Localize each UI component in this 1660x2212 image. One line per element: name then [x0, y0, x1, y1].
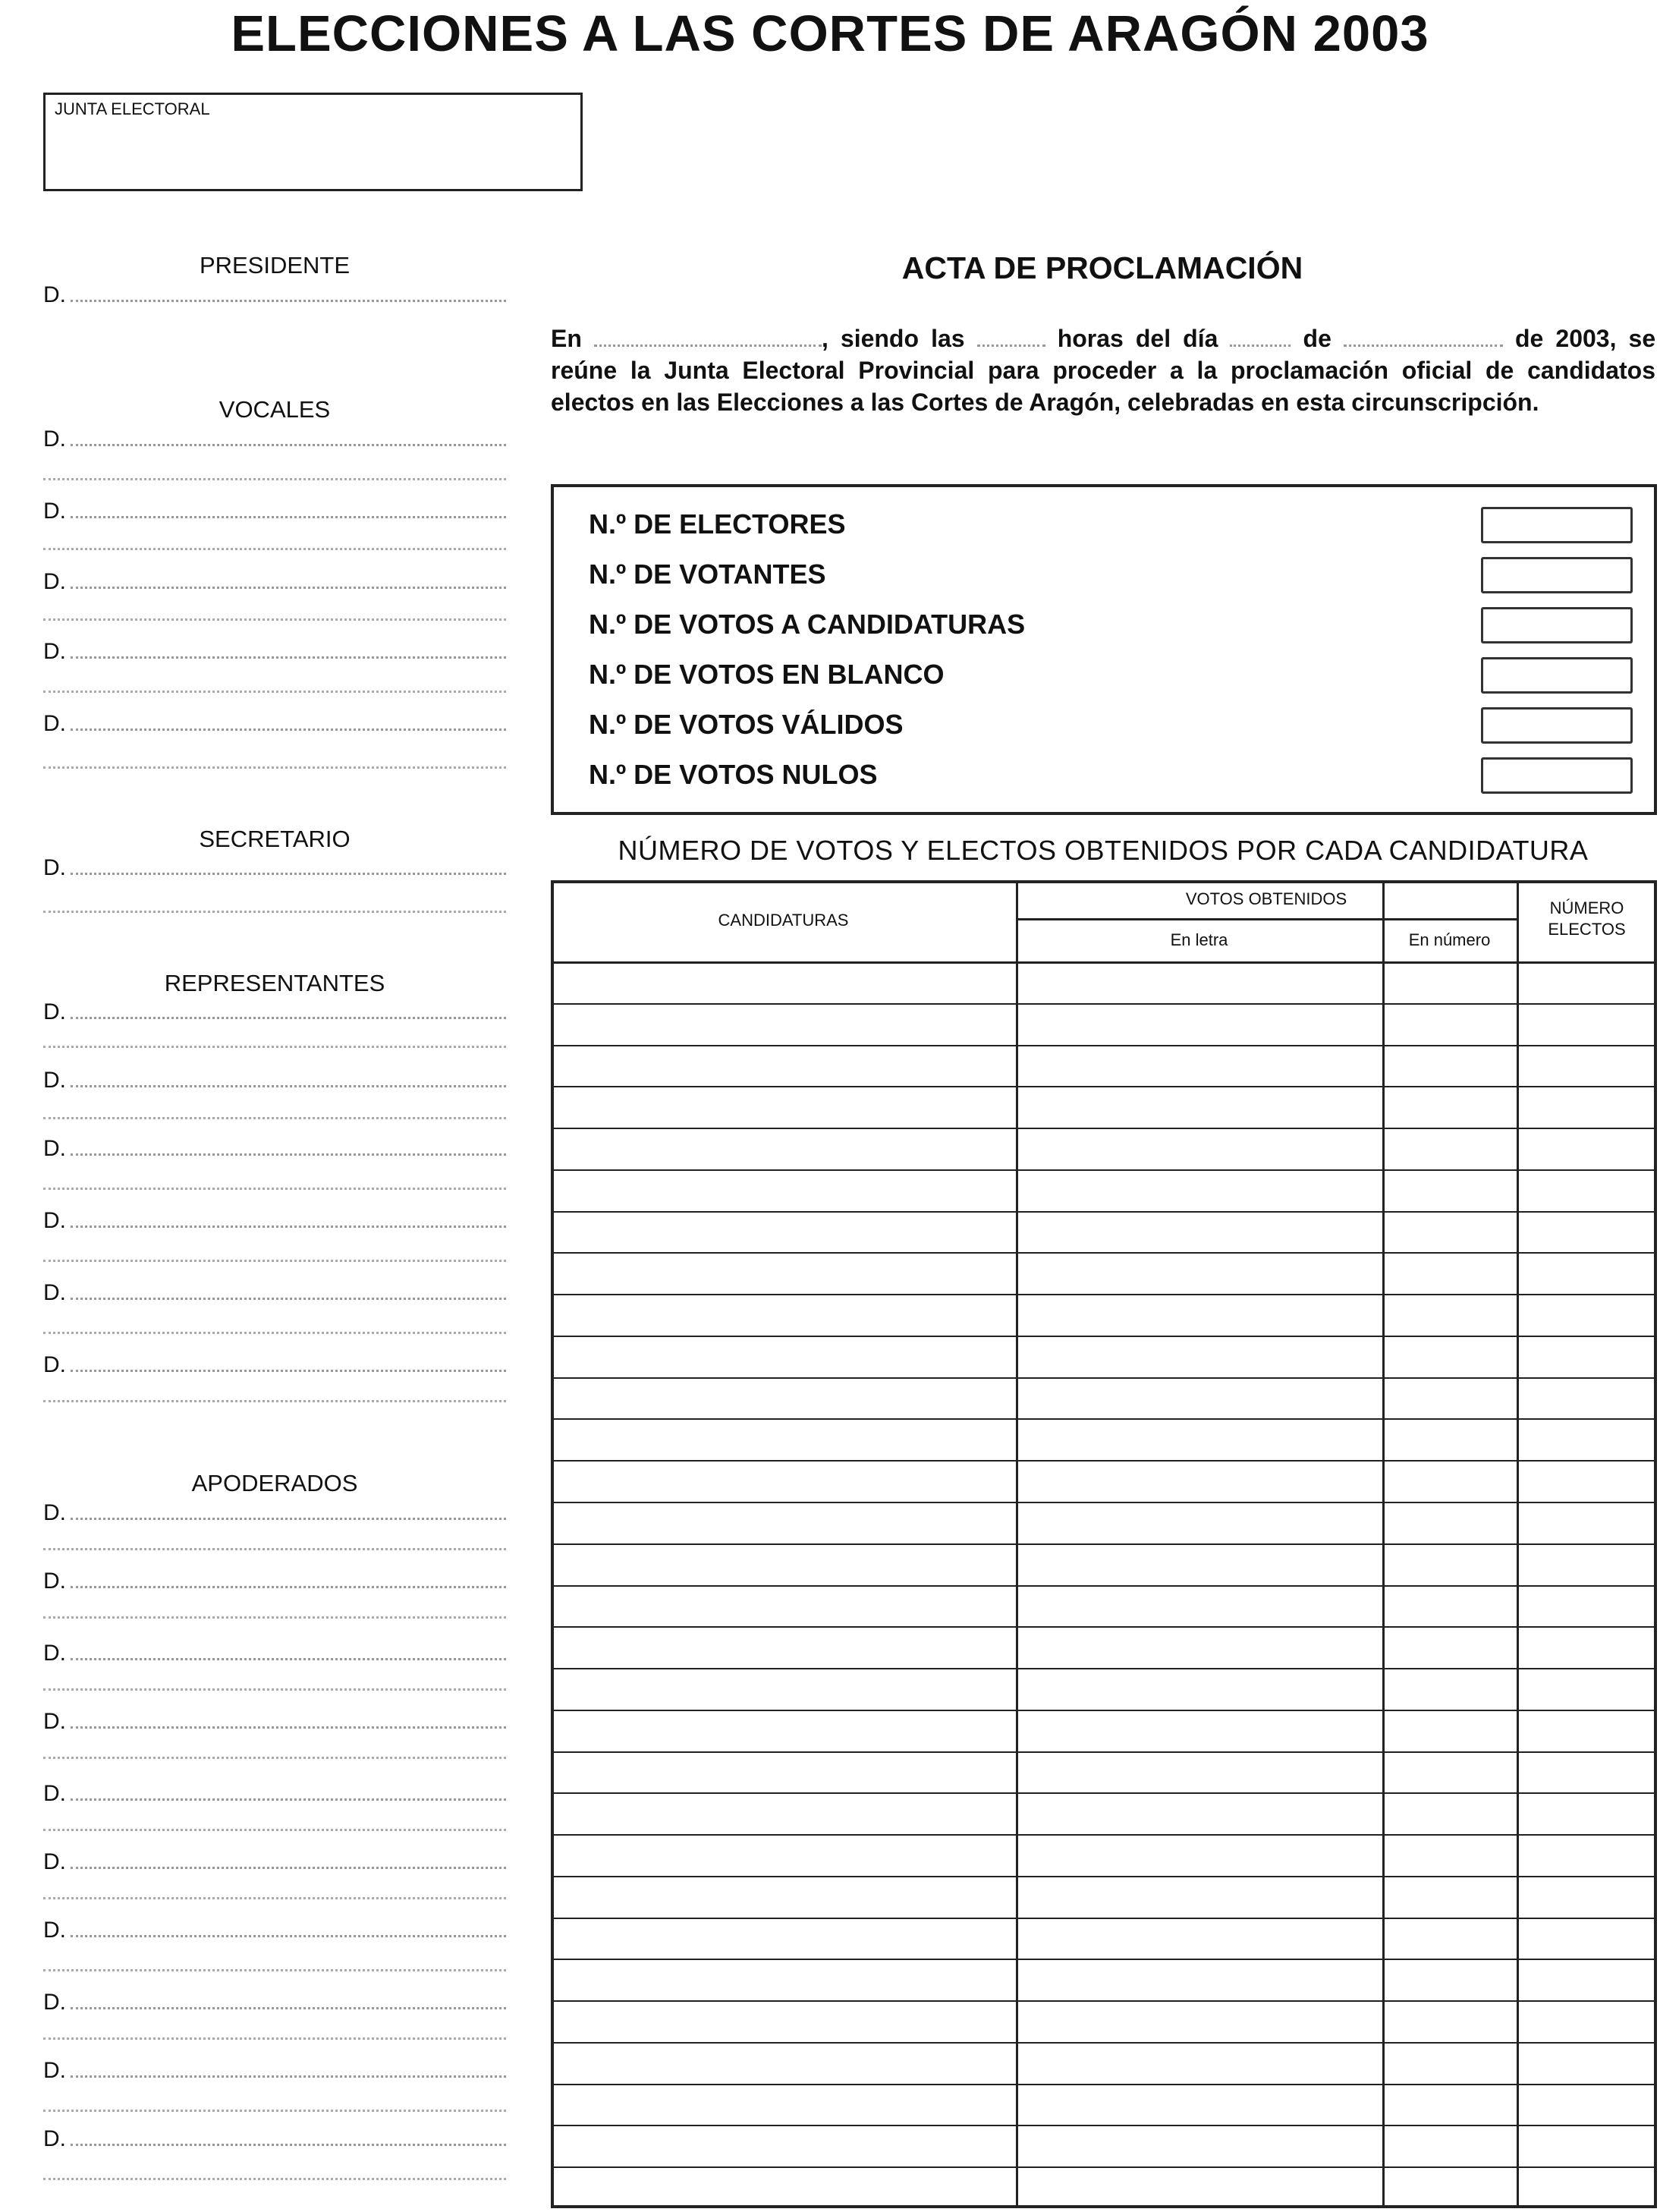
- votos-letra-cell[interactable]: [1016, 1377, 1382, 1419]
- dotted-line: [71, 1370, 506, 1372]
- apoderados-name-field[interactable]: [43, 1848, 506, 1874]
- representantes-name-field[interactable]: [43, 1351, 506, 1377]
- electos-cell[interactable]: [1517, 2166, 1657, 2208]
- votos-letra-cell[interactable]: [1016, 1792, 1382, 1834]
- electos-cell[interactable]: [1517, 1169, 1657, 1211]
- d-prefix: D.: [43, 1990, 66, 2015]
- presidente-name-field[interactable]: [43, 281, 506, 307]
- electos-cell[interactable]: [1517, 1834, 1657, 1876]
- month-field[interactable]: [1344, 329, 1503, 347]
- candidatura-cell[interactable]: [551, 1211, 1016, 1253]
- votos-numero-cell[interactable]: [1382, 1751, 1517, 1793]
- apoderados-continuation-line[interactable]: [43, 2037, 506, 2040]
- d-prefix: D.: [43, 1918, 66, 1943]
- d-prefix: D.: [43, 1068, 66, 1093]
- votos-numero-cell[interactable]: [1382, 1294, 1517, 1336]
- representantes-continuation-line[interactable]: [43, 1400, 506, 1402]
- apoderados-continuation-line[interactable]: [43, 2110, 506, 2112]
- electos-cell[interactable]: [1517, 1460, 1657, 1502]
- votos-letra-cell[interactable]: [1016, 1543, 1382, 1585]
- votos-letra-cell[interactable]: [1016, 1959, 1382, 2000]
- representantes-continuation-line[interactable]: [43, 1046, 506, 1048]
- electos-cell[interactable]: [1517, 1128, 1657, 1169]
- d-prefix: D.: [43, 999, 66, 1024]
- votos-letra-cell[interactable]: [1016, 1502, 1382, 1543]
- dotted-line: [71, 444, 506, 446]
- d-prefix: D.: [43, 1208, 66, 1233]
- candidatura-cell[interactable]: [551, 1668, 1016, 1710]
- candidatura-cell[interactable]: [551, 1128, 1016, 1169]
- col-electos: ELECTOS: [1548, 920, 1626, 939]
- vocales-continuation-line[interactable]: [43, 691, 506, 693]
- candidatura-cell[interactable]: [551, 1377, 1016, 1419]
- apoderados-continuation-line[interactable]: [43, 1548, 506, 1550]
- votos-letra-cell[interactable]: [1016, 1128, 1382, 1169]
- electos-cell[interactable]: [1517, 2000, 1657, 2042]
- apoderados-continuation-line[interactable]: [43, 1969, 506, 1971]
- electos-cell[interactable]: [1517, 1626, 1657, 1668]
- electos-cell[interactable]: [1517, 1294, 1657, 1336]
- votos-letra-cell[interactable]: [1016, 1918, 1382, 1959]
- votos-letra-cell[interactable]: [1016, 2166, 1382, 2208]
- candidatura-cell[interactable]: [551, 1003, 1016, 1045]
- representantes-name-field[interactable]: [43, 998, 506, 1024]
- apoderados-continuation-line[interactable]: [43, 1688, 506, 1691]
- vocales-heading: VOCALES: [219, 396, 331, 423]
- votos-numero-cell[interactable]: [1382, 2166, 1517, 2208]
- votos-letra-cell[interactable]: [1016, 2042, 1382, 2084]
- votos-numero-cell[interactable]: [1382, 1959, 1517, 2000]
- stat-value-field[interactable]: [1481, 557, 1633, 593]
- dotted-line: [71, 1017, 506, 1019]
- dotted-line: [71, 1153, 506, 1156]
- votos-letra-cell[interactable]: [1016, 1585, 1382, 1627]
- d-prefix: D.: [43, 1569, 66, 1594]
- votos-numero-cell[interactable]: [1382, 1502, 1517, 1543]
- candidatura-cell[interactable]: [551, 1876, 1016, 1918]
- representantes-continuation-line[interactable]: [43, 1332, 506, 1334]
- apoderados-name-field[interactable]: [43, 1779, 506, 1805]
- votos-numero-cell[interactable]: [1382, 961, 1517, 1003]
- votos-letra-cell[interactable]: [1016, 1626, 1382, 1668]
- dotted-line: [71, 2075, 506, 2078]
- electos-cell[interactable]: [1517, 961, 1657, 1003]
- presidente-heading: PRESIDENTE: [199, 252, 351, 278]
- d-prefix: D.: [43, 1781, 66, 1806]
- votos-numero-cell[interactable]: [1382, 1377, 1517, 1419]
- results-title: NÚMERO DE VOTOS Y ELECTOS OBTENIDOS POR CADA CANDIDATURA: [618, 835, 1589, 866]
- candidatura-cell[interactable]: [551, 2125, 1016, 2166]
- votos-numero-cell[interactable]: [1382, 1418, 1517, 1460]
- candidatura-cell[interactable]: [551, 1792, 1016, 1834]
- secretario-name-field[interactable]: [43, 854, 506, 879]
- candidatura-cell[interactable]: [551, 1502, 1016, 1543]
- votos-letra-cell[interactable]: [1016, 1834, 1382, 1876]
- electos-cell[interactable]: [1517, 1585, 1657, 1627]
- hour-field[interactable]: [977, 329, 1045, 347]
- candidatura-cell[interactable]: [551, 1585, 1016, 1627]
- dotted-line: [71, 1935, 506, 1937]
- acta-text-rest: se reúne la Junta Electoral Provincial para proceder a la proclamación oficial de candidatos electos en las Elecciones a las Cortes de Aragón, celebradas en esta circunscripción.: [551, 325, 1656, 416]
- d-prefix: D.: [43, 639, 66, 664]
- candidatura-cell[interactable]: [551, 1045, 1016, 1087]
- junta-electoral-box[interactable]: [43, 93, 583, 191]
- stat-value-field[interactable]: [1481, 707, 1633, 744]
- votos-letra-cell[interactable]: [1016, 961, 1382, 1003]
- dotted-line: [71, 587, 506, 589]
- votos-numero-cell[interactable]: [1382, 2125, 1517, 2166]
- votos-letra-cell[interactable]: [1016, 2084, 1382, 2125]
- vocales-name-field[interactable]: [43, 637, 506, 663]
- representantes-name-field[interactable]: [43, 1134, 506, 1160]
- votos-numero-cell[interactable]: [1382, 1834, 1517, 1876]
- d-prefix: D.: [43, 1352, 66, 1377]
- electos-cell[interactable]: [1517, 1668, 1657, 1710]
- header-subdivider: [1016, 918, 1517, 920]
- votos-letra-cell[interactable]: [1016, 1169, 1382, 1211]
- dotted-line: [71, 1586, 506, 1588]
- electos-cell[interactable]: [1517, 1710, 1657, 1751]
- junta-electoral-label: JUNTA ELECTORAL: [55, 99, 210, 118]
- acta-title: ACTA DE PROCLAMACIÓN: [901, 250, 1303, 285]
- secretario-continuation-line[interactable]: [43, 911, 506, 913]
- votos-letra-cell[interactable]: [1016, 1252, 1382, 1294]
- vocales-continuation-line[interactable]: [43, 548, 506, 550]
- candidatura-cell[interactable]: [551, 1710, 1016, 1751]
- votos-numero-cell[interactable]: [1382, 1876, 1517, 1918]
- candidatura-cell[interactable]: [551, 1294, 1016, 1336]
- candidatura-cell[interactable]: [551, 2000, 1016, 2042]
- col-en-numero: En número: [1408, 930, 1491, 949]
- electos-cell[interactable]: [1517, 1751, 1657, 1793]
- votos-letra-cell[interactable]: [1016, 1418, 1382, 1460]
- vocales-name-field[interactable]: [43, 497, 506, 523]
- votos-letra-cell[interactable]: [1016, 1045, 1382, 1087]
- votos-numero-cell[interactable]: [1382, 2042, 1517, 2084]
- votos-numero-cell[interactable]: [1382, 1626, 1517, 1668]
- apoderados-name-field[interactable]: [43, 1567, 506, 1593]
- candidatura-cell[interactable]: [551, 1543, 1016, 1585]
- votos-numero-cell[interactable]: [1382, 1252, 1517, 1294]
- d-prefix: D.: [43, 426, 66, 452]
- d-prefix: D.: [43, 282, 66, 307]
- candidatura-cell[interactable]: [551, 2084, 1016, 2125]
- dotted-line: [71, 2144, 506, 2146]
- votos-numero-cell[interactable]: [1382, 1336, 1517, 1377]
- votos-numero-cell[interactable]: [1382, 1792, 1517, 1834]
- col-numero: NÚMERO: [1549, 898, 1624, 917]
- stat-label: N.º DE VOTANTES: [589, 559, 826, 590]
- vocales-name-field[interactable]: [43, 710, 506, 735]
- acta-text-siendo: , siendo las: [821, 325, 965, 352]
- votos-numero-cell[interactable]: [1382, 1169, 1517, 1211]
- apoderados-name-field[interactable]: [43, 2125, 506, 2151]
- electos-cell[interactable]: [1517, 1211, 1657, 1253]
- candidatura-cell[interactable]: [551, 1460, 1016, 1502]
- d-prefix: D.: [43, 2126, 66, 2151]
- dotted-line: [71, 300, 506, 302]
- representantes-name-field[interactable]: [43, 1279, 506, 1304]
- votos-numero-cell[interactable]: [1382, 1585, 1517, 1627]
- d-prefix: D.: [43, 2058, 66, 2083]
- dotted-line: [71, 1658, 506, 1660]
- votos-numero-cell[interactable]: [1382, 1086, 1517, 1128]
- candidatura-cell[interactable]: [551, 2166, 1016, 2208]
- stat-label: N.º DE VOTOS NULOS: [589, 759, 878, 790]
- stat-label: N.º DE VOTOS VÁLIDOS: [589, 709, 904, 740]
- votos-letra-cell[interactable]: [1016, 1336, 1382, 1377]
- d-prefix: D.: [43, 1500, 66, 1525]
- stat-label: N.º DE ELECTORES: [589, 508, 846, 540]
- votos-numero-cell[interactable]: [1382, 2084, 1517, 2125]
- dotted-line: [71, 1726, 506, 1729]
- apoderados-continuation-line[interactable]: [43, 1897, 506, 1899]
- stat-value-field[interactable]: [1481, 657, 1633, 694]
- dotted-line: [71, 1085, 506, 1087]
- representantes-name-field[interactable]: [43, 1207, 506, 1232]
- electos-cell[interactable]: [1517, 1252, 1657, 1294]
- stats-box: [551, 484, 1657, 815]
- electos-cell[interactable]: [1517, 1792, 1657, 1834]
- apoderados-continuation-line[interactable]: [43, 1829, 506, 1831]
- votos-numero-cell[interactable]: [1382, 1128, 1517, 1169]
- apoderados-name-field[interactable]: [43, 1639, 506, 1665]
- d-prefix: D.: [43, 1849, 66, 1874]
- votos-letra-cell[interactable]: [1016, 2000, 1382, 2042]
- col-candidaturas: CANDIDATURAS: [718, 911, 849, 930]
- votos-numero-cell[interactable]: [1382, 1045, 1517, 1087]
- dotted-line: [71, 656, 506, 659]
- d-prefix: D.: [43, 711, 66, 736]
- apoderados-name-field[interactable]: [43, 1988, 506, 2014]
- electos-cell[interactable]: [1517, 1003, 1657, 1045]
- candidatura-cell[interactable]: [551, 961, 1016, 1003]
- dotted-line: [71, 516, 506, 518]
- d-prefix: D.: [43, 499, 66, 524]
- votos-numero-cell[interactable]: [1382, 1003, 1517, 1045]
- dotted-line: [71, 728, 506, 731]
- electos-cell[interactable]: [1517, 2084, 1657, 2125]
- vocales-continuation-line[interactable]: [43, 478, 506, 480]
- representantes-name-field[interactable]: [43, 1066, 506, 1092]
- candidatura-cell[interactable]: [551, 1086, 1016, 1128]
- votos-letra-cell[interactable]: [1016, 1211, 1382, 1253]
- stat-label: N.º DE VOTOS EN BLANCO: [589, 659, 945, 690]
- electos-cell[interactable]: [1517, 2125, 1657, 2166]
- dotted-line: [71, 1518, 506, 1520]
- vocales-continuation-line[interactable]: [43, 618, 506, 621]
- electos-cell[interactable]: [1517, 1918, 1657, 1959]
- dotted-line: [71, 1226, 506, 1228]
- candidatura-cell[interactable]: [551, 1626, 1016, 1668]
- votos-letra-cell[interactable]: [1016, 1876, 1382, 1918]
- place-field[interactable]: [594, 329, 822, 347]
- apoderados-continuation-line[interactable]: [43, 1757, 506, 1759]
- d-prefix: D.: [43, 1709, 66, 1734]
- candidatura-cell[interactable]: [551, 1751, 1016, 1793]
- apoderados-name-field[interactable]: [43, 1916, 506, 1942]
- vocales-name-field[interactable]: [43, 425, 506, 451]
- votos-numero-cell[interactable]: [1382, 2000, 1517, 2042]
- stat-label: N.º DE VOTOS A CANDIDATURAS: [589, 609, 1026, 640]
- apoderados-continuation-line[interactable]: [43, 1616, 506, 1619]
- electos-cell[interactable]: [1517, 1543, 1657, 1585]
- representantes-continuation-line[interactable]: [43, 1188, 506, 1190]
- votos-letra-cell[interactable]: [1016, 1710, 1382, 1751]
- col-votos-obtenidos: VOTOS OBTENIDOS: [1185, 889, 1347, 908]
- votos-letra-cell[interactable]: [1016, 1668, 1382, 1710]
- candidatura-cell[interactable]: [551, 1252, 1016, 1294]
- candidatura-cell[interactable]: [551, 1418, 1016, 1460]
- electos-cell[interactable]: [1517, 1086, 1657, 1128]
- acta-text-horas: horas del día: [1057, 325, 1218, 352]
- representantes-heading: REPRESENTANTES: [164, 970, 385, 996]
- dotted-line: [71, 1298, 506, 1300]
- dotted-line: [71, 873, 506, 875]
- votos-numero-cell[interactable]: [1382, 1710, 1517, 1751]
- votos-numero-cell[interactable]: [1382, 1211, 1517, 1253]
- electos-cell[interactable]: [1517, 1418, 1657, 1460]
- electos-cell[interactable]: [1517, 1502, 1657, 1543]
- vocales-name-field[interactable]: [43, 568, 506, 593]
- d-prefix: D.: [43, 1280, 66, 1305]
- electos-cell[interactable]: [1517, 1045, 1657, 1087]
- page-title: ELECCIONES A LAS CORTES DE ARAGÓN 2003: [231, 5, 1429, 62]
- candidatura-cell[interactable]: [551, 1834, 1016, 1876]
- dotted-line: [71, 2007, 506, 2009]
- stat-value-field[interactable]: [1481, 607, 1633, 643]
- apoderados-name-field[interactable]: [43, 2056, 506, 2082]
- candidatura-cell[interactable]: [551, 1336, 1016, 1377]
- votos-letra-cell[interactable]: [1016, 1751, 1382, 1793]
- results-table: [551, 880, 1657, 2208]
- acta-text: [551, 323, 1655, 418]
- d-prefix: D.: [43, 569, 66, 594]
- apoderados-name-field[interactable]: [43, 1499, 506, 1524]
- acta-text-de: de: [1303, 325, 1331, 352]
- apoderados-continuation-line[interactable]: [43, 2178, 506, 2180]
- apoderados-name-field[interactable]: [43, 1707, 506, 1733]
- candidatura-cell[interactable]: [551, 1959, 1016, 2000]
- stat-value-field[interactable]: [1481, 757, 1633, 794]
- acta-text-year: de 2003,: [1515, 325, 1617, 352]
- votos-letra-cell[interactable]: [1016, 2125, 1382, 2166]
- stat-value-field[interactable]: [1481, 507, 1633, 543]
- candidatura-cell[interactable]: [551, 1169, 1016, 1211]
- acta-text-en: En: [551, 325, 582, 352]
- candidatura-cell[interactable]: [551, 1918, 1016, 1959]
- d-prefix: D.: [43, 1641, 66, 1666]
- day-field[interactable]: [1230, 329, 1291, 347]
- col-en-letra: En letra: [1170, 930, 1228, 949]
- votos-numero-cell[interactable]: [1382, 1668, 1517, 1710]
- candidatura-cell[interactable]: [551, 2042, 1016, 2084]
- vocales-continuation-line[interactable]: [43, 766, 506, 769]
- d-prefix: D.: [43, 855, 66, 880]
- electos-cell[interactable]: [1517, 1377, 1657, 1419]
- representantes-continuation-line[interactable]: [43, 1260, 506, 1262]
- electos-cell[interactable]: [1517, 2042, 1657, 2084]
- secretario-heading: SECRETARIO: [199, 826, 351, 852]
- representantes-continuation-line[interactable]: [43, 1117, 506, 1119]
- votos-letra-cell[interactable]: [1016, 1294, 1382, 1336]
- electos-cell[interactable]: [1517, 1959, 1657, 2000]
- apoderados-heading: APODERADOS: [191, 1470, 358, 1496]
- votos-numero-cell[interactable]: [1382, 1460, 1517, 1502]
- votos-letra-cell[interactable]: [1016, 1460, 1382, 1502]
- d-prefix: D.: [43, 1136, 66, 1161]
- votos-letra-cell[interactable]: [1016, 1003, 1382, 1045]
- dotted-line: [71, 1867, 506, 1869]
- votos-letra-cell[interactable]: [1016, 1086, 1382, 1128]
- electos-cell[interactable]: [1517, 1876, 1657, 1918]
- electos-cell[interactable]: [1517, 1336, 1657, 1377]
- dotted-line: [71, 1798, 506, 1801]
- votos-numero-cell[interactable]: [1382, 1543, 1517, 1585]
- votos-numero-cell[interactable]: [1382, 1918, 1517, 1959]
